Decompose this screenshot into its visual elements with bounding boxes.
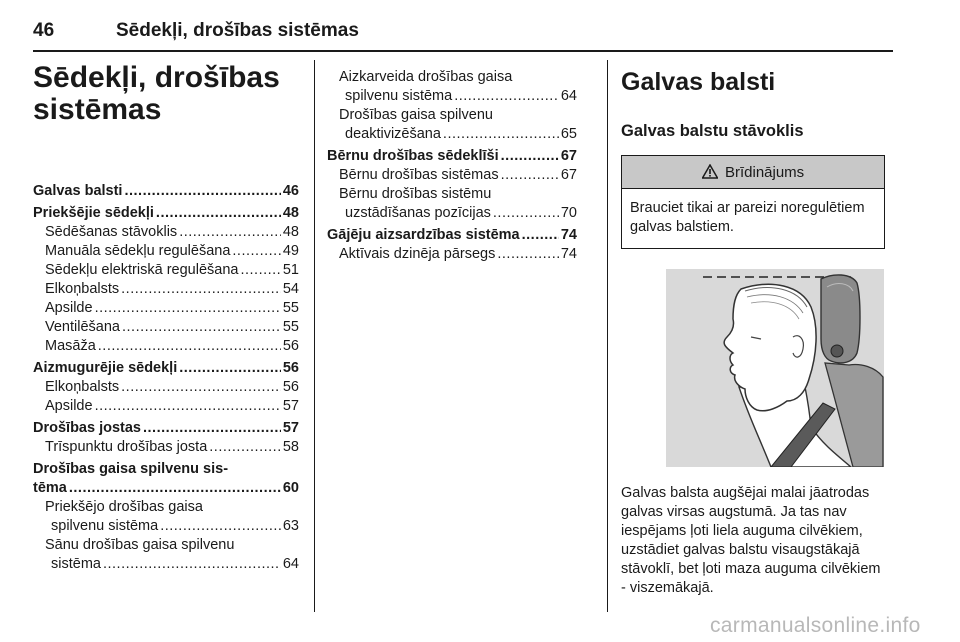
toc-entry[interactable]: Bērnu drošības sēdeklīši ..... 67 — [327, 147, 577, 166]
toc-entry[interactable]: Trīspunktu drošības josta ..... 58 — [33, 438, 299, 457]
header-rule — [33, 50, 893, 52]
toc-entry[interactable]: Sēdēšanas stāvoklis ..... 48 — [33, 223, 299, 242]
toc-entry[interactable]: Manuāla sēdekļu regulēšana ..... 49 — [33, 242, 299, 261]
warning-text: Brauciet tikai ar pareizi noregulētiem galvas balstiem. — [630, 200, 865, 235]
toc-entry[interactable]: Gājēju aizsardzības sistēma ..... 74 — [327, 226, 577, 245]
column-divider-2 — [607, 60, 608, 612]
toc-entry[interactable]: Sānu drošības gaisa spilvenu sistēma ..... 64 — [33, 536, 299, 574]
table-of-contents — [33, 182, 299, 574]
warning-triangle-icon — [702, 164, 722, 181]
warning-header — [622, 156, 884, 189]
toc-entry[interactable]: Bērnu drošības sistēmu uzstādīšanas pozīcijas ..... 70 — [327, 185, 577, 223]
running-title: Sēdekļi, drošības sistēmas — [116, 20, 359, 41]
body-paragraph: Galvas balsta augšējai malai jāatrodas galvas virsas augstumā. Ja tas nav iespējams ļoti liela auguma cilvēkiem, uzstādiet galvas balstu visaugstākajā stāvoklī, bet ļoti maza auguma cilvēkiem - viszemākajā. — [621, 485, 881, 596]
column-3 — [621, 62, 886, 598]
page-number: 46 — [33, 20, 55, 41]
column-divider-1 — [314, 60, 315, 612]
toc-entry[interactable]: Ventilēšana ..... 55 — [33, 318, 299, 337]
warning-box — [621, 155, 885, 249]
table-of-contents-continued — [327, 68, 577, 264]
toc-entry[interactable]: Apsilde ..... 57 — [33, 397, 299, 416]
column-1 — [33, 62, 299, 574]
toc-entry[interactable]: Aizkarveida drošības gaisa spilvenu sistēma ..... 64 — [327, 68, 577, 106]
toc-entry[interactable]: Priekšējo drošības gaisa spilvenu sistēma ..... 63 — [33, 498, 299, 536]
toc-entry[interactable]: Elkoņbalsts ..... 54 — [33, 280, 299, 299]
watermark: carmanualsonline.info — [710, 614, 921, 637]
warning-heading: Brīdinājums — [724, 164, 805, 181]
toc-entry[interactable]: Aizmugurējie sēdekļi ..... 56 — [33, 359, 299, 378]
toc-entry[interactable]: Apsilde ..... 55 — [33, 299, 299, 318]
toc-entry[interactable]: Galvas balsti ..... 46 — [33, 182, 299, 201]
chapter-title: Sēdekļi, drošības sistēmas — [33, 61, 280, 126]
section-title: Galvas balsti — [621, 68, 776, 96]
page-header — [33, 20, 893, 46]
toc-entry[interactable]: Drošības jostas ..... 57 — [33, 419, 299, 438]
toc-entry[interactable]: Masāža ..... 56 — [33, 337, 299, 356]
toc-entry[interactable]: Sēdekļu elektriskā regulēšana ..... 51 — [33, 261, 299, 280]
toc-entry[interactable]: Elkoņbalsts ..... 56 — [33, 378, 299, 397]
toc-entry[interactable]: Bērnu drošības sistēmas ..... 67 — [327, 166, 577, 185]
toc-entry[interactable]: Drošības gaisa spilvenu sis- tēma ..... 60 — [33, 460, 299, 498]
toc-entry[interactable]: Aktīvais dzinēja pārsegs ..... 74 — [327, 245, 577, 264]
toc-entry[interactable]: Drošības gaisa spilvenu deaktivizēšana ..... 65 — [327, 106, 577, 144]
column-2 — [327, 68, 577, 264]
toc-entry[interactable]: Priekšējie sēdekļi ..... 48 — [33, 204, 299, 223]
subsection-title: Galvas balstu stāvoklis — [621, 122, 804, 140]
head-restraint-illustration — [621, 267, 885, 467]
